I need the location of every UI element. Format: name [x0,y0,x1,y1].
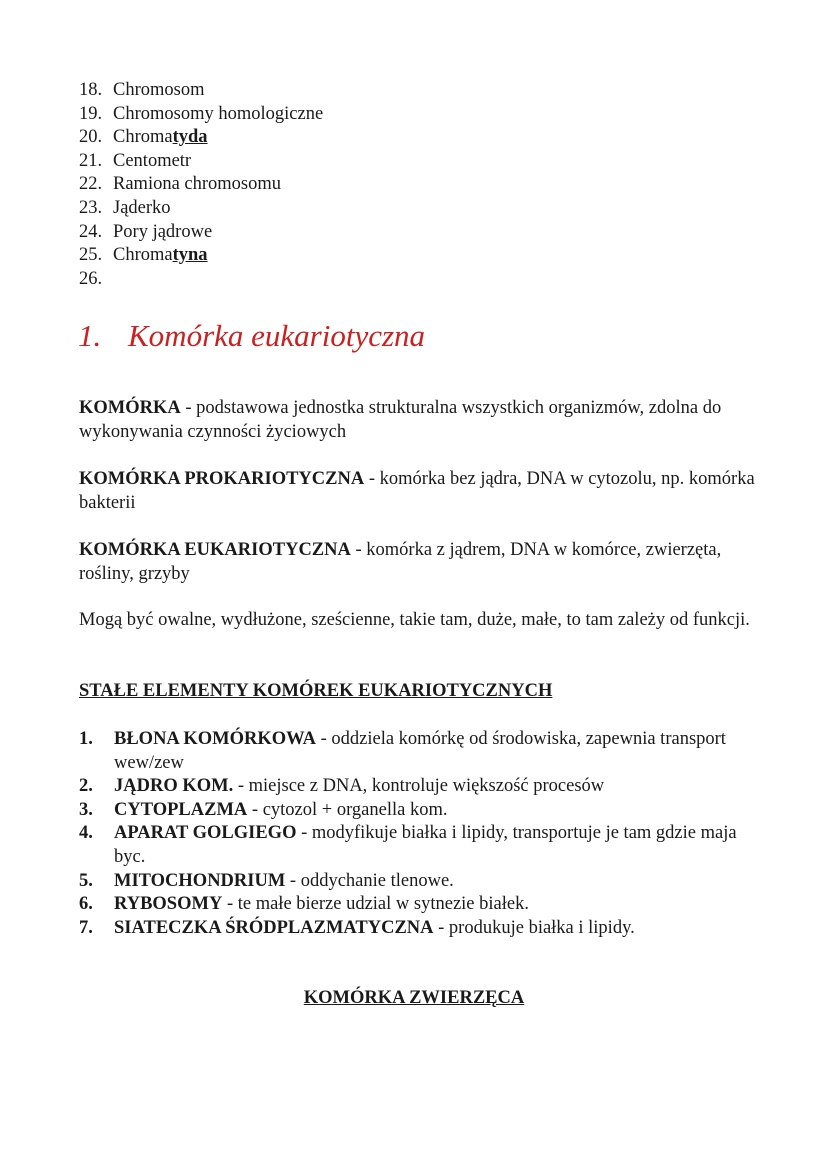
list-number: 21. [79,150,103,171]
definition-term: KOMÓRKA PROKARIOTYCZNA [79,469,365,489]
list-item [79,197,323,221]
definition-term: KOMÓRKA EUKARIOTYCZNA [79,540,351,560]
elements-list [79,728,759,940]
list-number: 2. [79,776,93,797]
list-item [79,79,323,103]
list-item [79,893,759,917]
list-text: Jąderko [113,197,171,218]
list-number: 6. [79,894,93,915]
list-item [79,244,323,268]
list-item [79,822,759,869]
heading-number: 1. [78,318,102,353]
list-number: 19. [79,103,103,124]
list-text: Chroma [113,127,173,148]
list-item [79,103,323,127]
element-term: JĄDRO KOM. [114,776,234,797]
element-term: APARAT GOLGIEGO [114,823,297,844]
elements-header: STAŁE ELEMENTY KOMÓREK EUKARIOTYCZNYCH [79,681,553,701]
element-description: - oddziela komórkę od środowiska, zapewnia transport wew/zew [114,729,726,773]
element-term: BŁONA KOMÓRKOWA [114,729,316,749]
definition-eukariotyczna [79,538,759,586]
list-item [79,870,759,894]
element-description: - te małe bierze udzial w sytnezie białek. [222,894,529,915]
list-text: Pory jądrowe [113,221,213,242]
list-number: 23. [79,197,103,218]
list-number: 20. [79,127,103,148]
list-item [79,799,759,823]
element-description: - modyfikuje białka i lipidy, transportuje je tam gdzie maja byc. [114,823,737,867]
list-item [79,917,759,941]
heading-title: Komórka eukariotyczna [128,318,426,353]
definition-komorka [79,396,759,444]
element-description: - produkuje białka i lipidy. [433,917,635,938]
list-item [79,173,323,197]
list-item [79,775,759,799]
list-number: 4. [79,823,93,844]
definition-text: - komórka bez jądra, DNA w cytozolu, np. komórka bakterii [79,469,755,513]
list-number: 1. [79,729,93,749]
list-number: 24. [79,221,103,242]
element-term: SIATECZKA ŚRÓDPLAZMATYCZNA [114,917,434,938]
element-description: - oddychanie tlenowe. [285,870,454,891]
list-item [79,150,323,174]
list-text: Chroma [113,245,173,266]
element-term: RYBOSOMY [114,894,223,915]
terms-list [79,79,323,291]
list-item [79,126,323,150]
shape-note: Mogą być owalne, wydłużone, sześcienne, takie tam, duże, małe, to tam zależy od funkcji. [79,610,750,630]
list-number: 26. [79,268,103,289]
list-text-emphasis: tyna [172,245,208,266]
section-title-text: KOMÓRKA ZWIERZĘCA [303,988,525,1008]
list-text: Ramiona chromosomu [113,174,282,195]
list-item [79,268,323,292]
element-description: - cytozol + organella kom. [247,799,448,820]
element-term: MITOCHONDRIUM [114,870,286,891]
list-number: 5. [79,870,93,891]
definition-text: - komórka z jądrem, DNA w komórce, zwierzęta, rośliny, grzyby [79,540,722,584]
section-heading [78,316,425,356]
list-number: 25. [79,245,103,266]
list-number: 22. [79,174,103,195]
list-number: 7. [79,917,93,938]
list-number: 3. [79,799,93,820]
list-text-emphasis: tyda [172,127,208,148]
definition-text: - podstawowa jednostka strukturalna wszystkich organizmów, zdolna do wykonywania czynności życiowych [79,398,722,442]
list-item [79,728,759,775]
list-item [79,221,323,245]
list-text: Chromosomy homologiczne [113,103,324,124]
element-term: CYTOPLAZMA [114,799,248,820]
section-title-animal-cell [0,986,828,1010]
list-text: Centometr [113,150,192,171]
definition-term: KOMÓRKA [79,398,181,418]
definition-prokariotyczna [79,467,759,515]
list-text: Chromosom [113,80,205,100]
list-number: 18. [79,80,103,100]
element-description: - miejsce z DNA, kontroluje większość procesów [233,776,605,797]
